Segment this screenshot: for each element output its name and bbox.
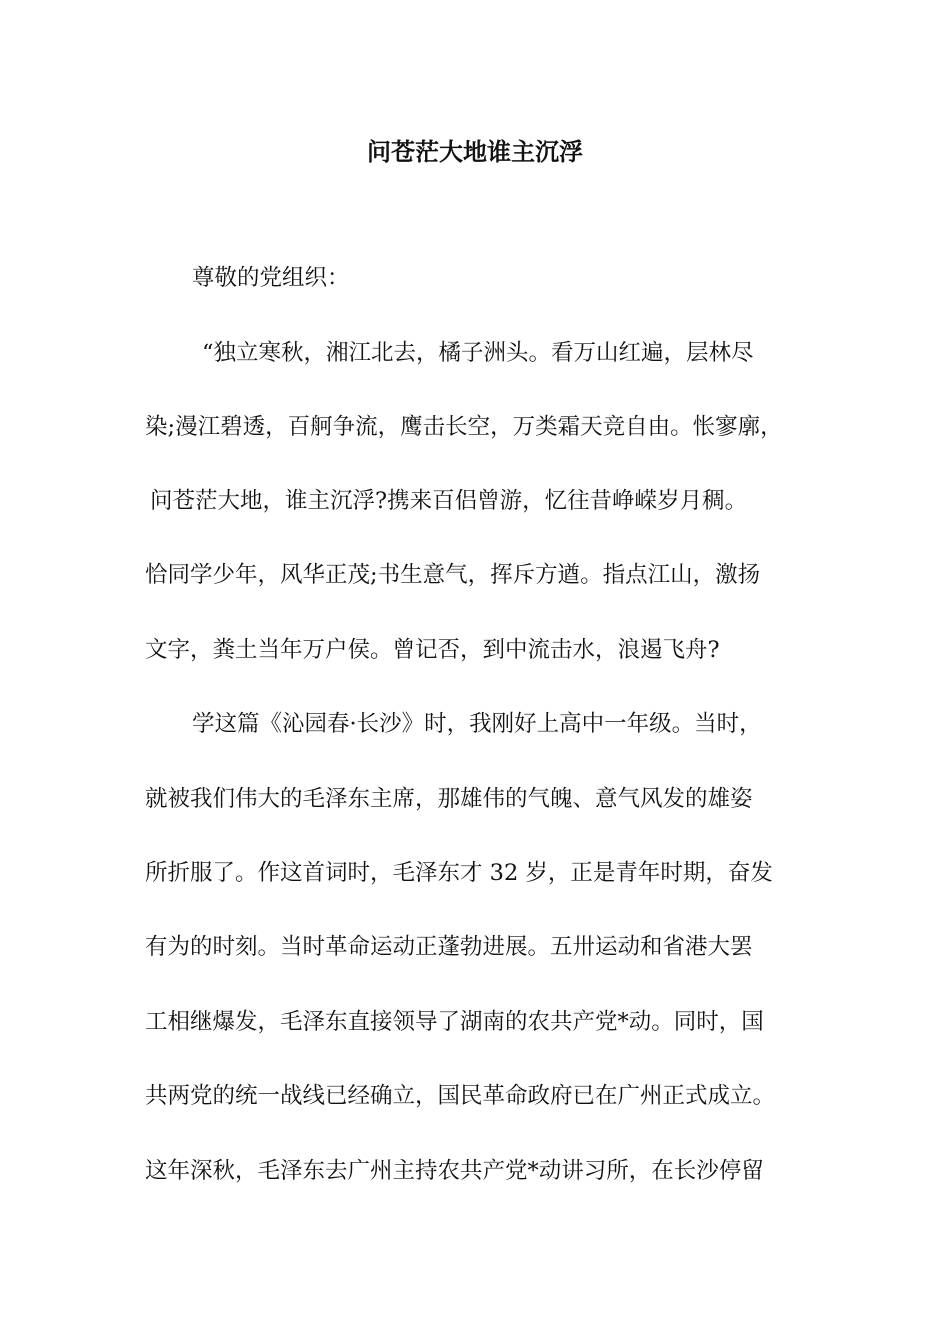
- body-line: 有为的时刻。当时革命运动正蓬勃进展。五卅运动和省港大罢: [145, 934, 753, 960]
- document-title: 问苍茫大地谁主沉浮: [367, 137, 583, 166]
- body-line: 学这篇《沁园春·长沙》时，我刚好上高中一年级。当时，: [192, 711, 762, 737]
- body-line: 恰同学少年，风华正茂;书生意气，挥斥方遒。指点江山，激扬: [145, 562, 761, 588]
- body-line: “独立寒秋，湘江北去，橘子洲头。看万山红遍，层林尽: [202, 340, 754, 366]
- body-line: 工相继爆发，毛泽东直接领导了湖南的农共产党*动。同时，国: [145, 1009, 764, 1035]
- body-line: 这年深秋，毛泽东去广州主持农共产党*动讲习所，在长沙停留: [145, 1158, 764, 1184]
- body-line: 所折服了。作这首词时，毛泽东才 32 岁，正是青年时期，奋发: [145, 860, 773, 886]
- body-line: 共两党的统一战线已经确立，国民革命政府已在广州正式成立。: [145, 1083, 776, 1109]
- body-line: 问苍茫大地，谁主沉浮?携来百侣曾游，忆往昔峥嵘岁月稠。: [150, 488, 748, 514]
- body-line: 就被我们伟大的毛泽东主席，那雄伟的气魄、意气风发的雄姿: [145, 786, 753, 812]
- salutation-line: 尊敬的党组织：: [192, 265, 350, 291]
- body-line: 文字，粪土当年万户侯。曾记否，到中流击水，浪遏飞舟?: [145, 637, 720, 663]
- body-line: 染;漫江碧透，百舸争流，鹰击长空，万类霜天竞自由。怅寥廓，: [145, 414, 783, 440]
